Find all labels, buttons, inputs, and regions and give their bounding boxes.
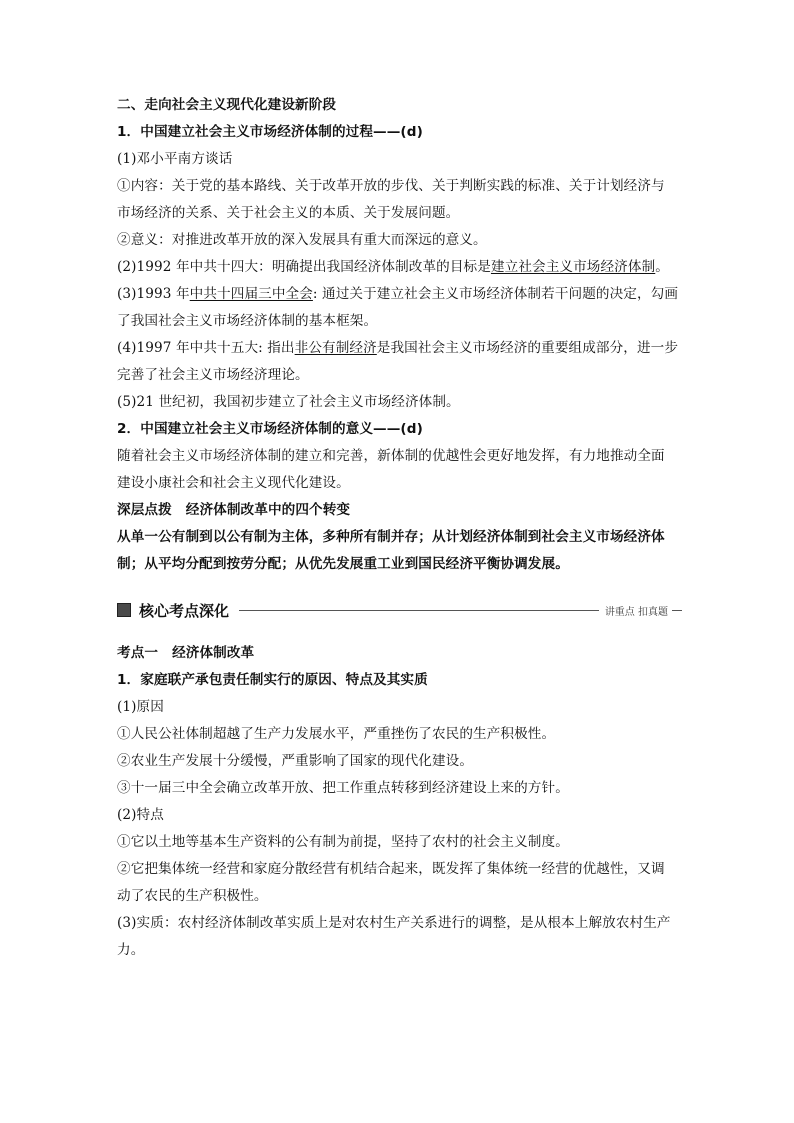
item-title-significance: 2．中国建立社会主义市场经济体制的意义——(d) xyxy=(117,421,423,437)
reason-line: ③十一届三中全会确立改革开放、把工作重点转移到经济建设上来的方针。 xyxy=(117,780,569,796)
document-page xyxy=(117,92,682,964)
sub-1997-pre: (4)1997 年中共十五大: 指出 xyxy=(117,340,295,356)
content-line-cont: 市场经济的关系、关于社会主义的本质、关于发展问题。 xyxy=(117,205,460,221)
section-banner xyxy=(117,596,682,624)
essence-line-cont: 力。 xyxy=(117,942,145,958)
sub-1997-key: 非公有制经济 xyxy=(294,340,377,356)
section-divider xyxy=(239,610,599,611)
sub-1997-cont: 完善了社会主义市场经济理论。 xyxy=(117,367,309,383)
section-title: 核心考点深化 xyxy=(139,601,230,620)
sub-1993-key: 中共十四届三中全会 xyxy=(189,286,313,302)
sub-1997-post: 是我国社会主义市场经济的重要组成部分，进一步 xyxy=(376,340,679,356)
section-divider-tail xyxy=(672,610,682,611)
sub-1993-post: : 通过关于建立社会主义市场经济体制若干问题的决定，勾画 xyxy=(312,286,679,302)
sub-1992-key: 建立社会主义市场经济体制 xyxy=(490,259,656,275)
section-tag: 讲重点 扣真题 xyxy=(604,606,668,618)
significance-line: 随着社会主义市场经济体制的建立和完善，新体制的优越性会更好地发挥，有力地推动全面 xyxy=(117,448,665,464)
reason-line: ①人民公社体制超越了生产力发展水平，严重挫伤了农民的生产积极性。 xyxy=(117,726,556,742)
point-heading xyxy=(117,640,682,667)
sub-1992-pre: (2)1992 年中共十四大：明确提出我国经济体制改革的目标是 xyxy=(117,259,491,275)
essence-line: (3)实质：农村经济体制改革实质上是对农村生产关系进行的调整，是从根本上解放农村生产 xyxy=(117,915,671,931)
sub-1993-cont: 了我国社会主义市场经济体制的基本框架。 xyxy=(117,313,378,329)
deep-insight-label: 深层点拨 xyxy=(117,502,172,518)
feature-line: ①它以土地等基本生产资料的公有制为前提，坚持了农村的社会主义制度。 xyxy=(117,834,569,850)
point-label: 考点一 xyxy=(117,645,159,661)
point-item-title: 1．家庭联产承包责任制实行的原因、特点及其实质 xyxy=(117,672,428,688)
sub-1997 xyxy=(117,335,682,362)
sub-heading-southern-talk: (1)邓小平南方谈话 xyxy=(117,151,233,167)
feature-line-cont: 动了农民的生产积极性。 xyxy=(117,888,268,904)
sub-1992 xyxy=(117,254,682,281)
sub-21st-century: (5)21 世纪初，我国初步建立了社会主义市场经济体制。 xyxy=(117,394,460,410)
reason-heading: (1)原因 xyxy=(117,699,164,715)
sub-1993 xyxy=(117,281,682,308)
sub-1993-pre: (3)1993 年 xyxy=(117,286,190,302)
feature-heading: (2)特点 xyxy=(117,807,164,823)
deep-insight-line-cont: 制；从平均分配到按劳分配；从优先发展重工业到国民经济平衡协调发展。 xyxy=(117,556,569,572)
deep-insight-heading xyxy=(117,497,682,524)
item-title-process: 1．中国建立社会主义市场经济体制的过程——(d) xyxy=(117,124,423,140)
section-heading-part2: 二、走向社会主义现代化建设新阶段 xyxy=(117,97,337,113)
reason-line: ②农业生产发展十分缓慢，严重影响了国家的现代化建设。 xyxy=(117,753,474,769)
feature-line: ②它把集体统一经营和家庭分散经营有机结合起来，既发挥了集体统一经营的优越性，又调 xyxy=(117,861,665,877)
deep-insight-title: 经济体制改革中的四个转变 xyxy=(185,502,351,518)
deep-insight-line: 从单一公有制到以公有制为主体，多种所有制并存；从计划经济体制到社会主义市场经济体 xyxy=(117,529,665,545)
square-icon xyxy=(117,603,131,617)
sub-1992-post: 。 xyxy=(655,259,669,275)
significance-line-cont: 建设小康社会和社会主义现代化建设。 xyxy=(117,475,350,491)
meaning-line: ②意义：对推进改革开放的深入发展具有重大而深远的意义。 xyxy=(117,232,487,248)
content-line: ①内容：关于党的基本路线、关于改革开放的步伐、关于判断实践的标准、关于计划经济与 xyxy=(117,178,665,194)
point-title: 经济体制改革 xyxy=(172,645,255,661)
